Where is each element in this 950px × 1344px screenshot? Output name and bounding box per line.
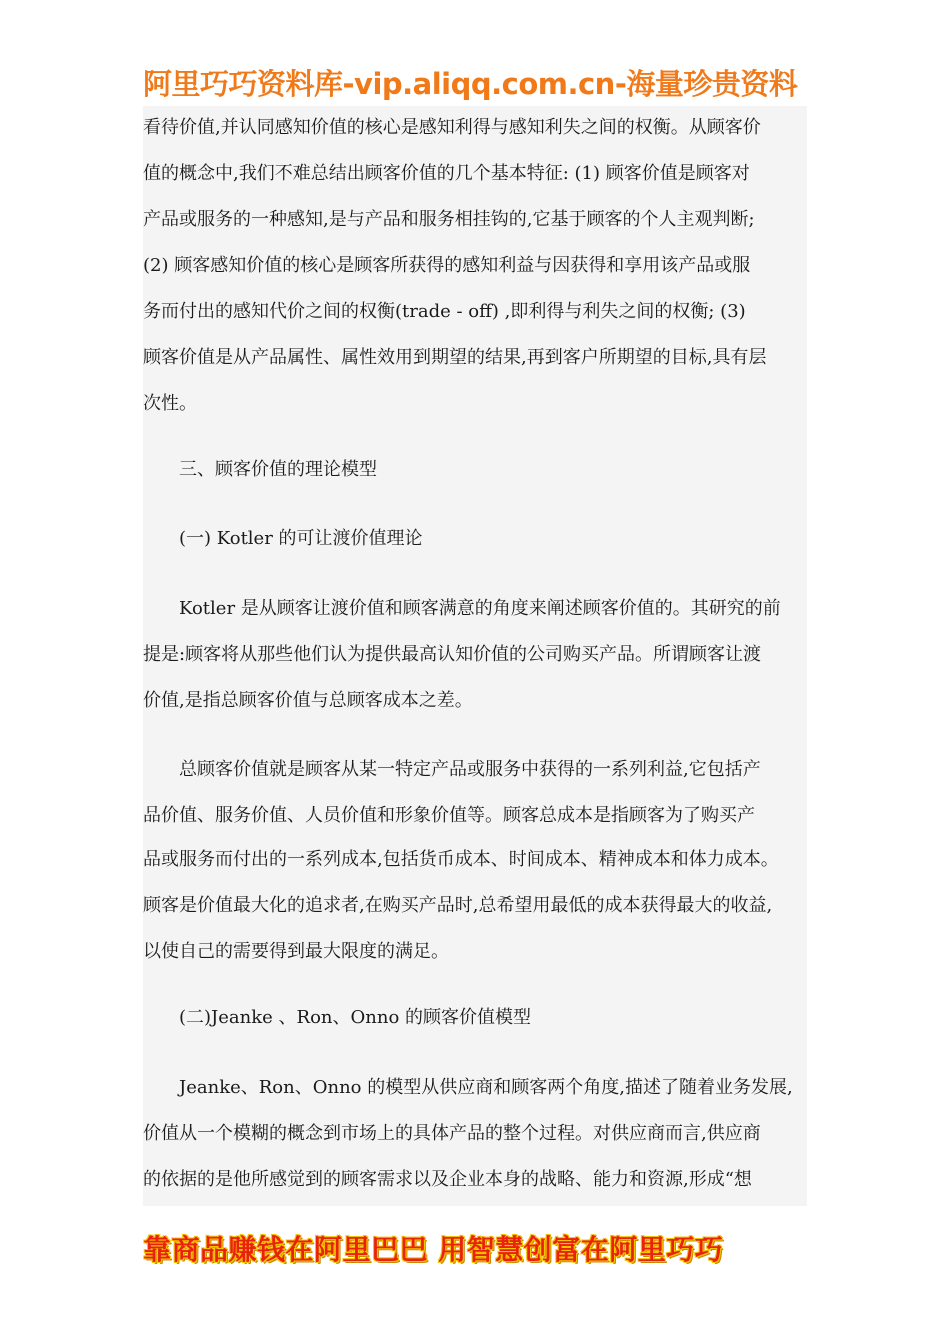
paragraph-line: 次性。 [143, 393, 197, 414]
paragraph-line: 品价值、服务价值、人员价值和形象价值等。顾客总成本是指顾客为了购买产 [143, 805, 755, 826]
paragraph-line: 总顾客价值就是顾客从某一特定产品或服务中获得的一系列利益,它包括产 [143, 759, 761, 780]
header-banner: 阿里巧巧资料库-vip.aliqq.com.cn-海量珍贵资料 [143, 67, 798, 101]
paragraph-line: 价值,是指总顾客价值与总顾客成本之差。 [143, 690, 473, 711]
paragraph-line: 顾客是价值最大化的追求者,在购买产品时,总希望用最低的成本获得最大的收益, [143, 895, 773, 916]
paragraph-line: 的依据的是他所感觉到的顾客需求以及企业本身的战略、能力和资源,形成“想 [143, 1169, 752, 1190]
paragraph-line: 价值从一个模糊的概念到市场上的具体产品的整个过程。对供应商而言,供应商 [143, 1123, 761, 1144]
paragraph-line: (2) 顾客感知价值的核心是顾客所获得的感知利益与因获得和享用该产品或服 [143, 255, 751, 276]
paragraph-line: Kotler 是从顾客让渡价值和顾客满意的角度来阐述顾客价值的。其研究的前 [143, 598, 781, 619]
paragraph-line: 顾客价值是从产品属性、属性效用到期望的结果,再到客户所期望的目标,具有层 [143, 347, 767, 368]
paragraph-line: 提是:顾客将从那些他们认为提供最高认知价值的公司购买产品。所谓顾客让渡 [143, 644, 762, 665]
section-heading: 三、顾客价值的理论模型 [143, 459, 377, 480]
paragraph-line: 务而付出的感知代价之间的权衡(trade - off) ,即利得与利失之间的权衡; (3) [143, 301, 746, 322]
paragraph-line: 以使自己的需要得到最大限度的满足。 [143, 941, 449, 962]
paragraph-line: Jeanke、Ron、Onno 的模型从供应商和顾客两个角度,描述了随着业务发展, [143, 1077, 793, 1098]
paragraph-line: 产品或服务的一种感知,是与产品和服务相挂钩的,它基于顾客的个人主观判断; [143, 209, 755, 230]
subsection-heading: (二)Jeanke 、Ron、Onno 的顾客价值模型 [143, 1007, 532, 1028]
paragraph-line: 品或服务而付出的一系列成本,包括货币成本、时间成本、精神成本和体力成本。 [143, 849, 779, 870]
footer-banner: 靠商品赚钱在阿里巴巴 用智慧创富在阿里巧巧 [143, 1233, 724, 1266]
subsection-heading: (一) Kotler 的可让渡价值理论 [143, 528, 423, 549]
paragraph-line: 看待价值,并认同感知价值的核心是感知利得与感知利失之间的权衡。从顾客价 [143, 117, 761, 138]
paragraph-line: 值的概念中,我们不难总结出顾客价值的几个基本特征: (1) 顾客价值是顾客对 [143, 163, 750, 184]
